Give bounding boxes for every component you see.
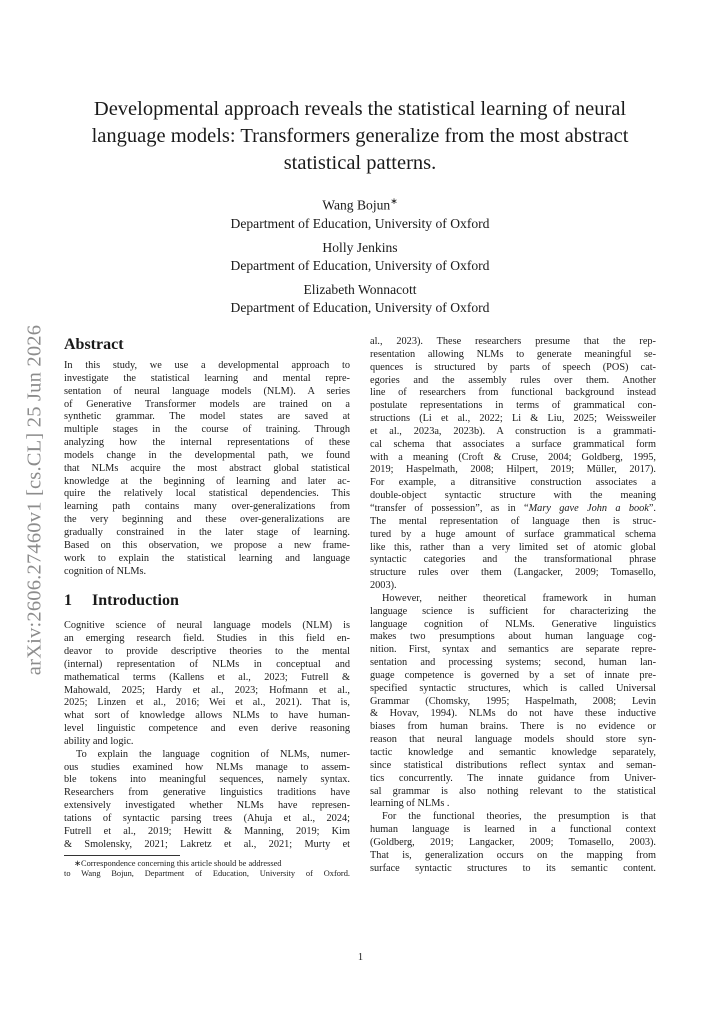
text-line: language cognition of NLMs. Generative linguistics bbox=[370, 618, 656, 630]
author-name: Elizabeth Wonnacott bbox=[303, 281, 417, 297]
text-line: That is, generalization occurs on the mapping from bbox=[370, 849, 656, 861]
text-line: syntactic categories and the transformational phrase bbox=[370, 554, 656, 566]
section-title: Introduction bbox=[92, 592, 179, 610]
text-line: & Hovav, 1994). NLMs do not have these inductive bbox=[370, 708, 656, 720]
quote-prefix: “transfer of possession”, as in “ bbox=[370, 502, 529, 514]
text-line: resentation allowing NLMs to generate meaningful se- bbox=[370, 348, 656, 360]
text-line: However, neither theoretical framework in human bbox=[382, 592, 656, 604]
text-line: ble tokens into meaningful sequences, namely syntax. bbox=[64, 774, 350, 786]
right-paragraph-3 bbox=[370, 811, 656, 875]
example-sentence: Mary gave John a book bbox=[528, 502, 649, 514]
footnote-rule bbox=[64, 855, 180, 856]
author-affiliation: Department of Education, University of Oxford bbox=[230, 257, 490, 273]
text-line: makes two presumptions about human language cog- bbox=[370, 631, 656, 643]
text-line: postulate representations in terms of grammatical con- bbox=[370, 400, 656, 412]
author-1 bbox=[160, 192, 560, 233]
text-line: mathematical terms (Kallens et al., 2023; Futrell & bbox=[64, 671, 350, 683]
left-column bbox=[64, 336, 350, 879]
text-line: Cognitive science of neural language models (NLM) is bbox=[64, 620, 350, 632]
text-line: Futrell et al., 2019; Hewitt & Manning, 2019; Kim bbox=[64, 825, 350, 837]
text-line: multiple stages in the course of training. Through bbox=[64, 424, 350, 436]
text-line: biases from human brains. There is no evidence or bbox=[370, 721, 656, 733]
text-line: reason that neural language models should store syn- bbox=[370, 734, 656, 746]
text-line: 2003). bbox=[370, 580, 397, 592]
text-line: analyzing how the internal representations of these bbox=[64, 437, 350, 449]
text-line: line of researchers from functional background instead bbox=[370, 387, 656, 399]
author-2 bbox=[160, 239, 560, 275]
text-line: Mahowald, 2025; Hardy et al., 2023; Hofmann et al., bbox=[64, 684, 350, 696]
intro-paragraph-1 bbox=[64, 620, 350, 748]
text-line: investigate the statistical learning and mental repre- bbox=[64, 372, 350, 384]
section-number: 1 bbox=[64, 592, 72, 610]
right-paragraph-1 bbox=[370, 336, 656, 503]
footnote bbox=[64, 859, 350, 880]
right-paragraph-2 bbox=[370, 593, 656, 811]
text-line: For example, a ditransitive construction associates a bbox=[370, 477, 656, 489]
text-line: For the functional theories, the presumption is that bbox=[382, 811, 656, 823]
text-line: deavor to provide descriptive theories to the mental bbox=[64, 646, 350, 658]
text-line: sentation of neural language models (NLM). A series bbox=[64, 385, 350, 397]
text-line: 2025; Linzen et al., 2016; Wei et al., 2021). That is, bbox=[64, 697, 350, 709]
section-heading-introduction bbox=[64, 592, 350, 610]
text-line: In this study, we use a developmental approach to bbox=[64, 360, 350, 371]
text-line: The mental representation of language then is struc- bbox=[370, 515, 656, 527]
text-line: level linguistic competence and even derive reasoning bbox=[64, 723, 350, 735]
footnote-line: to Wang Bojun, Department of Education, University of Oxford. bbox=[64, 868, 350, 878]
correspondence-mark: ∗ bbox=[390, 196, 398, 206]
text-line: learning path contains many over-generalizations from bbox=[64, 501, 350, 513]
text-line: what sort of knowledge allows NLMs to have human- bbox=[64, 710, 350, 722]
abstract-body bbox=[64, 360, 350, 578]
text-line: structure rules over them (Langacker, 2009; Tomasello, bbox=[370, 567, 656, 579]
text-line: learning of NLMs . bbox=[370, 798, 450, 810]
text-line: like this, rather than a very limited set of atomic global bbox=[370, 541, 656, 553]
title-line: statistical patterns. bbox=[283, 152, 437, 174]
text-line: tactic knowledge and semantic knowledge separately, bbox=[370, 747, 656, 758]
author-affiliation: Department of Education, University of Oxford bbox=[230, 215, 490, 231]
intro-paragraph-2 bbox=[64, 749, 350, 852]
text-line: structions (Li et al., 2022; Li & Liu, 2025; Weissweiler bbox=[370, 413, 656, 425]
text-line: Researchers from generative linguistics traditions have bbox=[64, 787, 350, 799]
text-line: work to explain the statistical learning and language bbox=[64, 552, 350, 564]
author-block bbox=[160, 192, 560, 323]
text-line: tations of syntactic parsing trees (Ahuja et al., 2024; bbox=[64, 813, 350, 824]
footnote-line: ∗Correspondence concerning this article should be addressed bbox=[74, 858, 282, 868]
text-line: quences is structured by parts of speech (POS) cat- bbox=[370, 361, 656, 373]
title-line: Developmental approach reveals the statistical learning of neural bbox=[93, 98, 627, 120]
text-line: human language is learned in a functional context bbox=[370, 824, 656, 836]
text-line: 2019; Haspelmath, 2008; Hilpert, 2019; Müller, 2017). bbox=[370, 464, 656, 476]
text-line: knowledge at the beginning of learning and later ac- bbox=[64, 475, 350, 487]
text-line: Grammar (Chomsky, 1995; Haspelmath, 2008; Levin bbox=[370, 695, 656, 707]
text-line: cognition of NLMs. bbox=[64, 565, 147, 577]
text-line: an emerging research field. Studies in this field en- bbox=[64, 633, 350, 645]
text-line: ous studies examined how NLMs manage to assem- bbox=[64, 761, 350, 773]
text-line: models change in the developmental path, we found bbox=[64, 449, 350, 461]
text-line: of Generative Transformer models are trained on a bbox=[64, 398, 350, 410]
author-affiliation: Department of Education, University of Oxford bbox=[230, 299, 490, 315]
text-line: cal schema that associates a surface grammatical form bbox=[370, 438, 656, 450]
paper-title bbox=[70, 96, 650, 177]
text-line: al., 2023). These researchers presume that the rep- bbox=[370, 336, 656, 347]
author-name: Wang Bojun bbox=[322, 197, 391, 213]
page-number: 1 bbox=[357, 952, 364, 963]
abstract-heading: Abstract bbox=[64, 336, 124, 353]
text-line: since statistical distributions reflect syntax and seman- bbox=[370, 759, 656, 771]
right-column bbox=[370, 336, 656, 875]
text-line: with a meaning (Croft & Cruse, 2004; Goldberg, 1995, bbox=[370, 451, 656, 463]
text-line: To explain the language cognition of NLMs, numer- bbox=[76, 748, 350, 760]
text-line: surface syntactic structures to its semantic content. bbox=[370, 862, 656, 874]
text-line: guage competence is governed by a set of innate pre- bbox=[370, 669, 656, 681]
text-line-example bbox=[370, 503, 656, 516]
author-name: Holly Jenkins bbox=[322, 239, 398, 255]
right-paragraph-1-rest bbox=[370, 516, 656, 593]
text-line: Based on this observation, we propose a new frame- bbox=[64, 539, 350, 551]
text-line: quire the relatively local statistical dependencies. This bbox=[64, 488, 350, 500]
text-line: synthetic grammar. The model states are saved at bbox=[64, 411, 350, 423]
arxiv-stamp-text: arXiv:2606.27460v1 [cs.CL] 25 Jun 2026 bbox=[23, 324, 46, 676]
text-line: tured by a huge amount of surface grammatical schema bbox=[370, 528, 656, 540]
text-line: tics concurrently. The innate guidance from Univer- bbox=[370, 772, 656, 784]
text-line: sal grammar is also nothing relevant to the statistical bbox=[370, 785, 656, 797]
quote-suffix: ”. bbox=[648, 502, 656, 514]
text-line: egories and the assembly rules over them. Another bbox=[370, 374, 656, 386]
text-line: language science is sufficient for characterizing the bbox=[370, 605, 656, 617]
arxiv-stamp bbox=[18, 300, 52, 700]
author-3 bbox=[160, 281, 560, 317]
text-line: specified syntactic structures, which is called Universal bbox=[370, 682, 656, 694]
text-line: double-object syntactic structure with the meaning bbox=[370, 490, 656, 502]
text-line: the very beginning and these over-generalizations are bbox=[64, 514, 350, 526]
text-line: that NLMs acquire the most abstract global statistical bbox=[64, 462, 350, 474]
text-line: nition. First, syntax and semantics are separate repre- bbox=[370, 644, 656, 656]
text-line: ability and logic. bbox=[64, 735, 134, 747]
text-line: sentation and processing systems; second, human lan- bbox=[370, 657, 656, 669]
text-line: (Goldberg, 2019; Langacker, 2009; Tomasello, 2003). bbox=[370, 836, 656, 848]
text-line: extensively investigated whether NLMs have represen- bbox=[64, 800, 350, 812]
text-line: & Smolensky, 2021; Lakretz et al., 2021; Murty et bbox=[64, 838, 350, 850]
text-line: et al., 2023a, 2023b). A construction is a grammati- bbox=[370, 425, 656, 437]
text-line: gradually constrained in the later stage of learning. bbox=[64, 526, 350, 538]
title-line: language models: Transformers generalize from the most abstract bbox=[91, 125, 629, 147]
text-line: (internal) representation of NLMs in conceptual and bbox=[64, 658, 350, 670]
